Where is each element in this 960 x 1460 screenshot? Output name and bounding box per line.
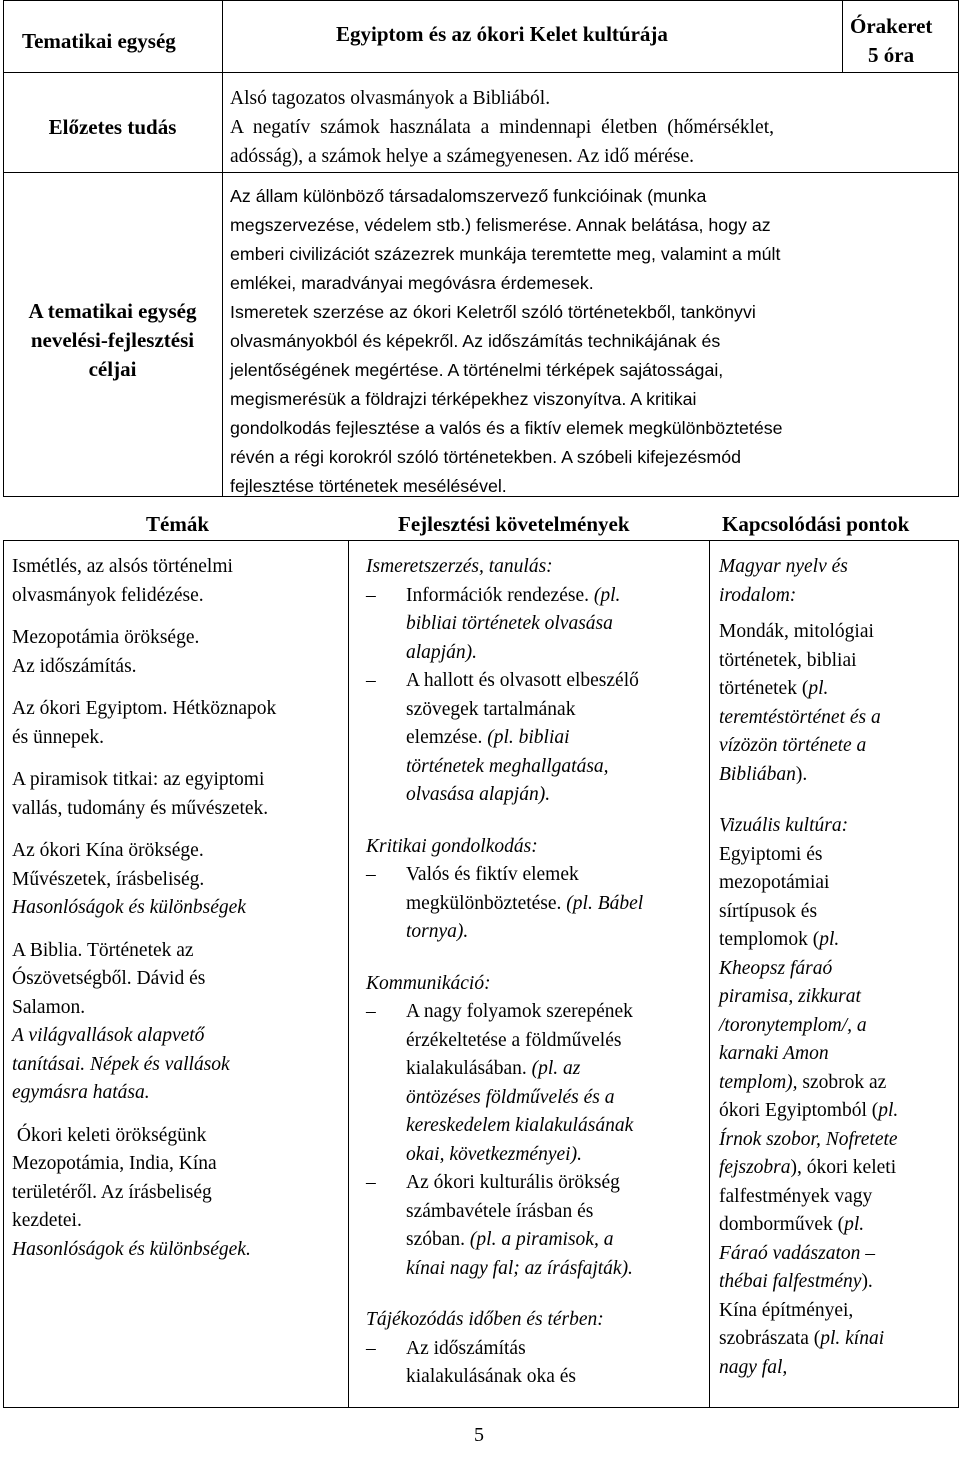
- prior-knowledge-text: [230, 84, 774, 171]
- column-header-requirements: Fejlesztési követelmények: [398, 512, 630, 536]
- unit-label: Tematikai egység: [22, 29, 176, 53]
- columns-top-border: [3, 540, 958, 541]
- goals-line: olvasmányokból és képekről. Az időszámítás technikájának és: [230, 331, 721, 351]
- table-left-border: [3, 0, 4, 497]
- section-title: Ismeretszerzés, tanulás:: [366, 556, 553, 577]
- columns-left-border: [3, 540, 4, 1408]
- hours-label: Órakeret: [850, 14, 933, 38]
- section-title: Tájékozódás időben és térben:: [366, 1309, 604, 1330]
- topic-item: Hasonlóságok és különbségek.: [12, 1238, 251, 1260]
- prior-bottom-border: [3, 172, 958, 173]
- columns-bottom-border: [3, 1407, 958, 1408]
- requirement-item: – A nagy folyamok szerepének érzékeltetése a földművelés kialakulásában. (pl. az öntözéses földművelés és a kereskedelem kialakulásának okai, következményei).: [366, 1001, 634, 1165]
- section-title: Kommunikáció:: [366, 972, 491, 994]
- connection-text: Egyiptomi és mezopotámiai sírtípusok és templomok (pl. Kheopsz fáraó piramisa, zikkurat /toronytemplom/, a karnaki Amon templom), szobrok az ókori Egyiptomból (pl. Írnok szobor, Nofretete fejszobra), ókori keleti falfestmények vagy domborművek (pl. Fáraó vadászaton – thébai falfestmény). Kína építményei, szobrászata (pl. kínai nagy fal,: [719, 843, 899, 1378]
- goals-line: gondolkodás fejlesztése a valós és a fiktív elemek megkülönböztetése: [230, 418, 783, 438]
- table-hours-divider: [842, 0, 843, 73]
- goals-line: jelentőségének megértése. A történelmi térképek sajátosságai,: [230, 360, 724, 380]
- connection-title: Vizuális kultúra:: [719, 815, 849, 836]
- topic-item: Az ókori Egyiptom. Hétköznapok és ünnepek.: [12, 698, 277, 748]
- goals-label: [3, 297, 222, 384]
- topic-item: A Biblia. Történetek az Ószövetségből. Dávid és Salamon.: [12, 939, 206, 1018]
- requirement-item: – Valós és fiktív elemek megkülönböztetése. (pl. Bábel tornya).: [366, 864, 644, 942]
- goals-text: [230, 182, 783, 501]
- topic-item: Ókori keleti örökségünk Mezopotámia, India, Kína területéről. Az írásbeliség kezdetei.: [12, 1124, 217, 1231]
- hours-value: 5 óra: [868, 43, 915, 67]
- topic-item: A világvallások alapvető tanításai. Népek és vallások egymásra hatása.: [12, 1025, 230, 1103]
- requirement-item: – Az ókori kulturális örökség számbavétele írásban és szóban. (pl. a piramisok, a kínai nagy fal; az írásfajták).: [366, 1172, 633, 1279]
- goals-label-line: A tematikai egység: [28, 299, 197, 323]
- goals-line: megszervezése, védelem stb.) felismerése. Annak belátása, hogy az: [230, 215, 771, 235]
- table-label-divider: [222, 0, 223, 497]
- top-border: [3, 0, 958, 1]
- requirement-item: – Információk rendezése. (pl. bibliai történetek olvasása alapján).: [366, 584, 621, 663]
- connection-text: Mondák, mitológiai történetek, bibliai történetek (pl. teremtéstörténet és a vízözön története a Bibliában).: [719, 621, 881, 785]
- header-bottom-border: [3, 72, 958, 73]
- connections-column: [719, 553, 955, 1382]
- goals-line: fejlesztése történetek mesélésével.: [230, 476, 507, 496]
- goals-label-line: nevelési-fejlesztési: [30, 328, 195, 352]
- unit-title: Egyiptom és az ókori Kelet kultúrája: [336, 22, 668, 46]
- topic-item: Hasonlóságok és különbségek: [12, 897, 246, 918]
- topic-item: A piramisok titkai: az egyiptomi vallás, tudomány és művészetek.: [12, 769, 269, 819]
- goals-line: emlékei, maradványai megóvásra érdemesek.: [230, 273, 594, 293]
- goals-line: Ismeretek szerzése az ókori Keletről szóló történetekből, tankönyvi: [230, 302, 756, 322]
- columns-divider-1: [348, 540, 349, 1408]
- requirements-column: [366, 553, 706, 1392]
- requirement-item: – Az időszámítás kialakulásának oka és: [366, 1337, 577, 1387]
- prior-knowledge-label: Előzetes tudás: [48, 115, 177, 139]
- goals-line: megismerésük a földrajzi térképekhez viszonyítva. A kritikai: [230, 389, 697, 409]
- prior-line: Alsó tagozatos olvasmányok a Bibliából.: [230, 88, 551, 109]
- prior-line: adósság), a számok helye a számegyenesen. Az idő mérése.: [230, 146, 695, 167]
- topic-item: Az ókori Kína öröksége. Művészetek, írásbeliség.: [12, 840, 205, 890]
- table-right-border: [958, 0, 959, 497]
- goals-line: emberi civilizációt százezrek munkája teremtette meg, valamint a múlt: [230, 244, 781, 264]
- section-title: Kritikai gondolkodás:: [366, 835, 538, 857]
- goals-line: révén a régi korokról szóló történetekben. A szóbeli kifejezésmód: [230, 447, 741, 467]
- page-number: 5: [474, 1424, 484, 1446]
- goals-line: Az állam különböző társadalomszervező funkcióinak (munka: [230, 186, 707, 206]
- columns-divider-2: [709, 540, 710, 1408]
- prior-line: A negatív számok használata a mindennapi életben (hőmérséklet,: [230, 117, 774, 138]
- goals-label-line: céljai: [88, 357, 137, 381]
- column-header-topics: Témák: [146, 512, 209, 536]
- connection-title: Magyar nyelv és irodalom:: [719, 556, 848, 606]
- topic-item: Mezopotámia öröksége. Az időszámítás.: [12, 627, 200, 677]
- requirement-item: – A hallott és olvasott elbeszélő szövegek tartalmának elemzése. (pl. bibliai történetek meghallgatása, olvasása alapján).: [366, 670, 639, 805]
- topic-item: Ismétlés, az alsós történelmi olvasmányok felidézése.: [12, 556, 233, 606]
- columns-right-border: [958, 540, 959, 1408]
- topics-column: [12, 553, 344, 1264]
- column-header-connections: Kapcsolódási pontok: [722, 512, 910, 536]
